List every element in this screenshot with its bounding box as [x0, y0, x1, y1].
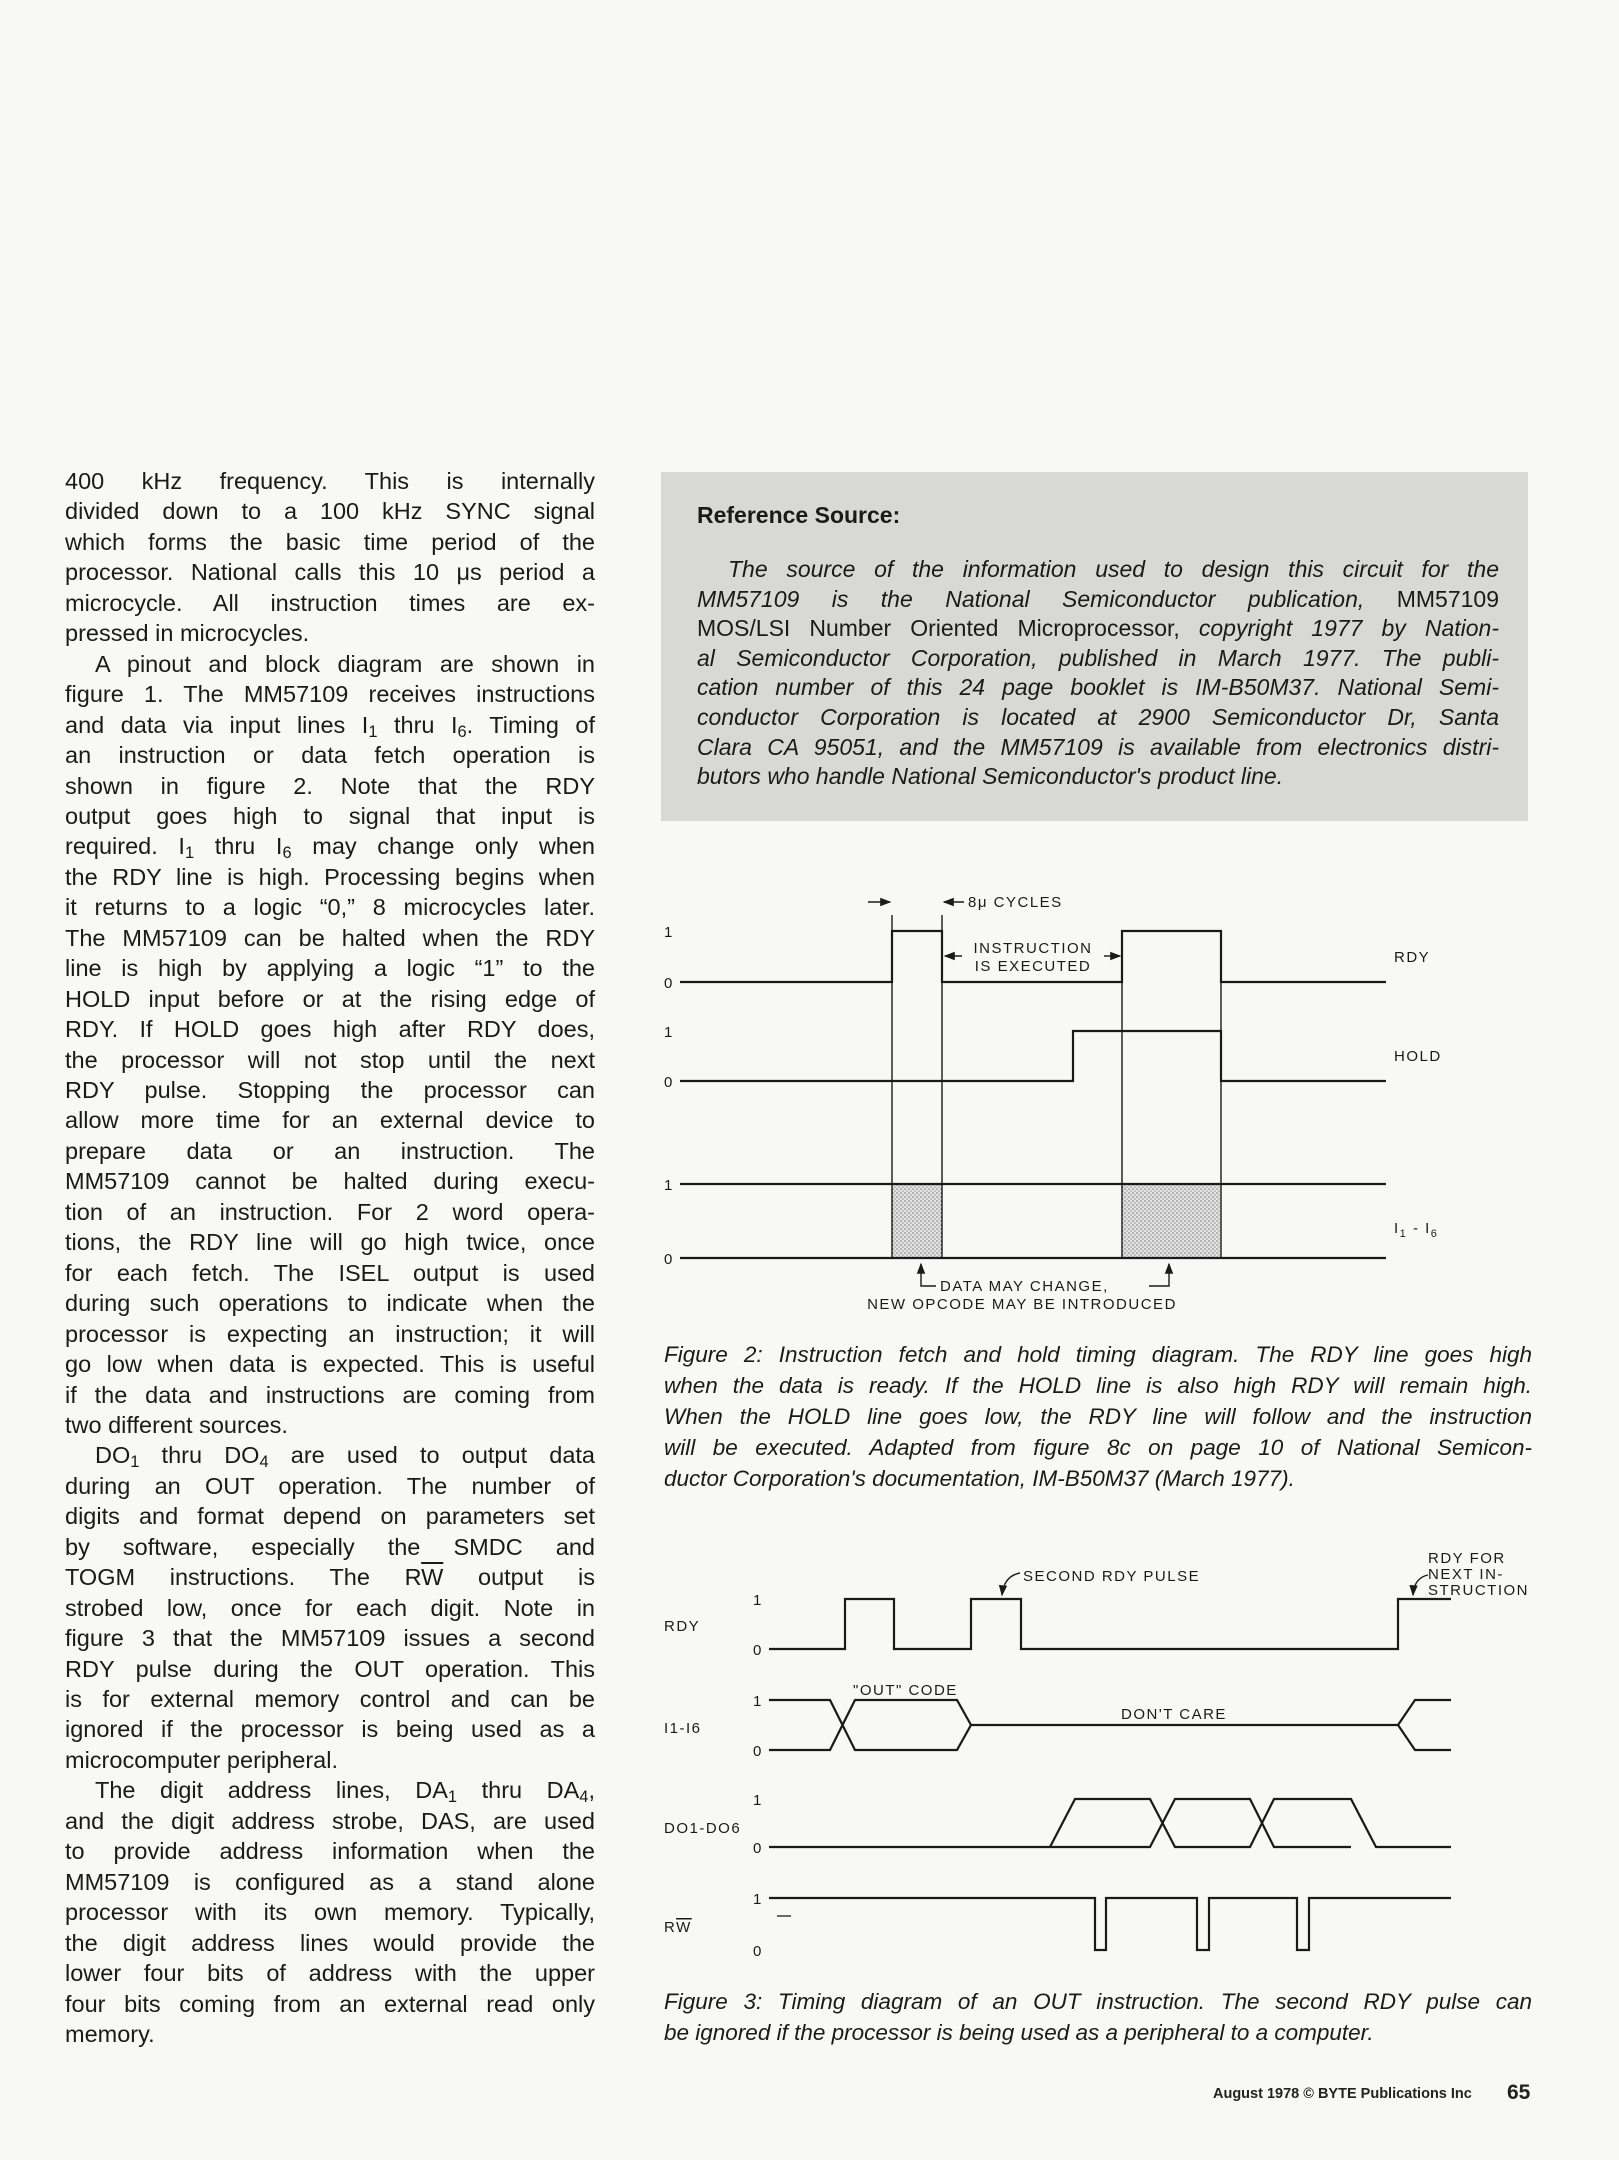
i-level-low: 0 — [753, 1743, 762, 1760]
text-segment: will be executed. Adapted from figure 8c on page 10 of National Semicon- — [664, 1435, 1532, 1460]
dont-care-label: DON'T CARE — [1121, 1706, 1227, 1723]
rdy-level-high: 1 — [753, 1592, 762, 1609]
data-change-window-1 — [892, 1184, 942, 1258]
subscript: 4 — [259, 1453, 269, 1472]
text-segment: MM57109 is the National Semiconductor publication, — [697, 585, 1397, 612]
text-segment: thru I — [194, 833, 283, 860]
rdy-level-low: 0 — [753, 1642, 762, 1659]
text-segment: prepare data or an instruction. The — [65, 1137, 595, 1164]
text-segment: processor with its own memory. Typically, — [65, 1899, 595, 1926]
text-segment: memory. — [65, 2020, 155, 2047]
page-number: 65 — [1507, 2081, 1531, 2104]
hold-waveform — [680, 1031, 1386, 1081]
rdy-signal-label: RDY — [1394, 949, 1431, 966]
second-pulse-label: SECOND RDY PULSE — [1023, 1568, 1201, 1585]
i1-i6-signal-label: I1-I6 — [664, 1720, 702, 1737]
text-segment: Clara CA 95051, and the MM57109 is available from electronics distri- — [697, 733, 1499, 760]
text-segment: it returns to a logic “0,” 8 microcycles later. — [65, 894, 595, 921]
out-code-label: "OUT" CODE — [853, 1682, 958, 1699]
text-segment: TOGM instructions. The R — [65, 1564, 422, 1591]
do-level-high: 1 — [753, 1792, 762, 1809]
cycles-label: 8μ CYCLES — [968, 894, 1063, 911]
text-segment: RDY. If HOLD goes high after RDY does, — [65, 1016, 595, 1043]
text-segment: when the data is ready. If the HOLD line is also high RDY will remain high. — [664, 1373, 1532, 1398]
text-line-content — [664, 1466, 1532, 1492]
do1-do6-signal-label: DO1-DO6 — [664, 1820, 742, 1837]
text-segment: MM57109 cannot be halted during execu- — [65, 1168, 595, 1195]
text-segment: pressed in microcycles. — [65, 620, 310, 647]
text-segment: MOS/LSI Number Oriented Microprocessor, — [697, 615, 1199, 642]
text-segment: output goes high to signal that input is — [65, 802, 595, 829]
text-segment: The MM57109 can be halted when the RDY — [65, 924, 595, 951]
exec-label-line1: INSTRUCTION — [973, 940, 1093, 957]
do-level-low: 0 — [753, 1840, 762, 1857]
text-segment: and the digit address strobe, DAS, are used — [65, 1807, 595, 1834]
next-instruction-arrow — [1413, 1575, 1428, 1595]
text-segment: the digit address lines would provide the — [65, 1929, 595, 1956]
text-segment: , — [588, 1777, 595, 1804]
text-segment: thru I — [377, 711, 458, 738]
rw-waveform — [769, 1898, 1451, 1950]
new-opcode-note: NEW OPCODE MAY BE INTRODUCED — [867, 1296, 1177, 1313]
text-segment: by software, especially the SMDC and — [65, 1533, 595, 1560]
hold-level-high: 1 — [664, 1024, 673, 1041]
text-segment: cation number of this 24 page booklet is IM-B50M37. National Semi- — [697, 674, 1499, 701]
text-segment: 400 kHz frequency. This is internally — [65, 468, 595, 494]
text-segment: two different sources. — [65, 1411, 288, 1438]
text-segment: may change only when — [291, 833, 595, 860]
text-segment: if the data and instructions are coming from — [65, 1381, 595, 1408]
text-segment: thru DO — [139, 1442, 260, 1469]
text-segment: strobed low, once for each digit. Note in — [65, 1594, 595, 1621]
subscript: 1 — [368, 722, 378, 741]
text-segment: A pinout and block diagram are shown in — [95, 650, 595, 677]
text-segment: Figure 3: Timing diagram of an OUT instruction. The second RDY pulse can — [664, 1989, 1532, 2014]
text-segment: HOLD input before or at the rising edge of — [65, 985, 595, 1012]
i1-i6-signal-label: $I_1 - I_6$ — [1394, 1220, 1439, 1240]
subscript: 4 — [579, 1788, 589, 1807]
text-segment: conductor Corporation is located at 2900 Semiconductor Dr, Santa — [697, 704, 1499, 730]
text-segment: during such operations to indicate when the — [65, 1290, 595, 1317]
footer-credit: August 1978 © BYTE Publications Inc — [1213, 2086, 1472, 2102]
text-segment: the RDY line is high. Processing begins when — [65, 863, 595, 890]
i1-i6-waveform — [769, 1700, 1451, 1750]
rw-level-low: 0 — [753, 1943, 762, 1960]
subscript: 1 — [130, 1453, 140, 1472]
text-segment: required. I — [65, 833, 185, 860]
rdy-waveform — [769, 1599, 1451, 1649]
text-segment: RDY pulse during the OUT operation. This — [65, 1655, 595, 1682]
subscript: 6 — [282, 844, 292, 863]
text-segment: butors who handle National Semiconductor's product line. — [697, 763, 1284, 790]
text-line-content — [664, 1435, 1532, 1461]
text-segment: microcomputer peripheral. — [65, 1746, 338, 1773]
exec-label-line2: IS EXECUTED — [974, 958, 1092, 975]
figure-2-timing-diagram — [664, 894, 1442, 1313]
text-segment: $\overline{W}$ — [421, 1564, 444, 1591]
data-change-window-2 — [1122, 1184, 1221, 1258]
text-segment: processor is expecting an instruction; it will — [65, 1320, 595, 1347]
subscript: 6 — [457, 722, 467, 741]
text-segment: The digit address lines, DA — [95, 1777, 448, 1804]
rdy-signal-label: RDY — [664, 1618, 701, 1635]
text-segment: an instruction or data fetch operation is — [65, 742, 595, 769]
text-segment: which forms the basic time period of the — [65, 528, 595, 555]
text-segment: MM57109 — [1396, 585, 1499, 612]
text-segment: MM57109 is configured as a stand alone — [65, 1868, 595, 1895]
text-segment: processor. National calls this 10 μs period a — [65, 559, 595, 586]
text-segment: to provide address information when the — [65, 1838, 595, 1865]
i1-i6-waveform — [680, 1184, 1386, 1258]
text-segment: When the HOLD line goes low, the RDY line will follow and the instruction — [664, 1404, 1532, 1429]
text-line-content — [664, 1342, 1532, 1368]
i-level-high: 1 — [753, 1693, 762, 1710]
text-segment: figure 3 that the MM57109 issues a second — [65, 1625, 595, 1652]
text-segment: copyright 1977 by Nation- — [1198, 615, 1499, 642]
text-segment: during an OUT operation. The number of — [65, 1472, 595, 1499]
rdy-level-low: 0 — [664, 975, 673, 992]
text-segment: for each fetch. The ISEL output is used — [65, 1259, 595, 1286]
second-pulse-arrow — [1002, 1573, 1020, 1595]
subscript: 1 — [184, 844, 195, 863]
text-segment: is for external memory control and can be — [65, 1686, 595, 1712]
text-segment: thru DA — [457, 1777, 580, 1804]
text-segment: microcycle. All instruction times are ex- — [65, 589, 595, 616]
do1-do6-waveform — [769, 1799, 1451, 1847]
subscript: 1 — [447, 1788, 458, 1807]
text-segment: be ignored if the processor is being used as a peripheral to a computer. — [664, 2020, 1374, 2045]
text-line-content — [664, 1989, 1532, 2015]
note-arrow-right — [1149, 1264, 1169, 1286]
text-segment: four bits coming from an external read only — [65, 1990, 595, 2017]
next-instruction-label-1: RDY FOR — [1428, 1550, 1506, 1567]
text-segment: the processor will not stop until the next — [65, 1046, 595, 1073]
text-segment: go low when data is expected. This is useful — [65, 1351, 595, 1378]
text-segment: allow more time for an external device to — [65, 1107, 595, 1134]
text-segment: output is — [443, 1564, 595, 1591]
data-may-change-note: DATA MAY CHANGE, — [940, 1278, 1109, 1295]
text-segment: DO — [95, 1442, 131, 1469]
text-segment: digits and format depend on parameters set — [65, 1503, 595, 1530]
text-segment: lower four bits of address with the upper — [65, 1960, 595, 1987]
text-segment: and data via input lines I — [65, 711, 369, 738]
text-segment: The source of the information used to design this circuit for the — [728, 556, 1499, 582]
i-level-high: 1 — [664, 1177, 673, 1194]
text-segment: shown in figure 2. Note that the RDY — [65, 772, 595, 799]
text-segment: ignored if the processor is being used as a — [65, 1716, 595, 1743]
text-line-content — [664, 1373, 1532, 1399]
rw-signal-label: RW — [664, 1919, 692, 1936]
rw-level-high: 1 — [753, 1891, 762, 1908]
text-line-content — [664, 2020, 1532, 2046]
i-level-low: 0 — [664, 1251, 673, 1268]
text-segment: are used to output data — [268, 1442, 595, 1469]
text-segment: tion of an instruction. For 2 word opera- — [65, 1198, 595, 1225]
text-segment: ductor Corporation's documentation, IM-B50M37 (March 1977). — [664, 1466, 1295, 1491]
next-instruction-label-2: NEXT IN- — [1428, 1566, 1504, 1583]
text-segment: al Semiconductor Corporation, published in March 1977. The publi- — [697, 644, 1499, 671]
rdy-level-high: 1 — [664, 924, 673, 941]
text-segment: Figure 2: Instruction fetch and hold timing diagram. The RDY line goes high — [664, 1342, 1532, 1367]
text-line-content — [664, 1404, 1532, 1430]
figure-3-timing-diagram — [664, 1550, 1529, 1960]
hold-level-low: 0 — [664, 1074, 673, 1091]
text-segment: line is high by applying a logic “1” to the — [65, 955, 595, 982]
next-instruction-label-3: STRUCTION — [1428, 1582, 1529, 1599]
text-segment: RDY pulse. Stopping the processor can — [65, 1077, 595, 1103]
text-segment: figure 1. The MM57109 receives instructions — [65, 681, 595, 708]
note-arrow-left — [921, 1264, 936, 1286]
text-segment: tions, the RDY line will go high twice, once — [65, 1229, 595, 1256]
text-segment: . Timing of — [466, 711, 595, 738]
reference-source-title: Reference Source: — [697, 502, 901, 528]
hold-signal-label: HOLD — [1394, 1048, 1442, 1065]
text-segment: divided down to a 100 kHz SYNC signal — [65, 498, 595, 525]
